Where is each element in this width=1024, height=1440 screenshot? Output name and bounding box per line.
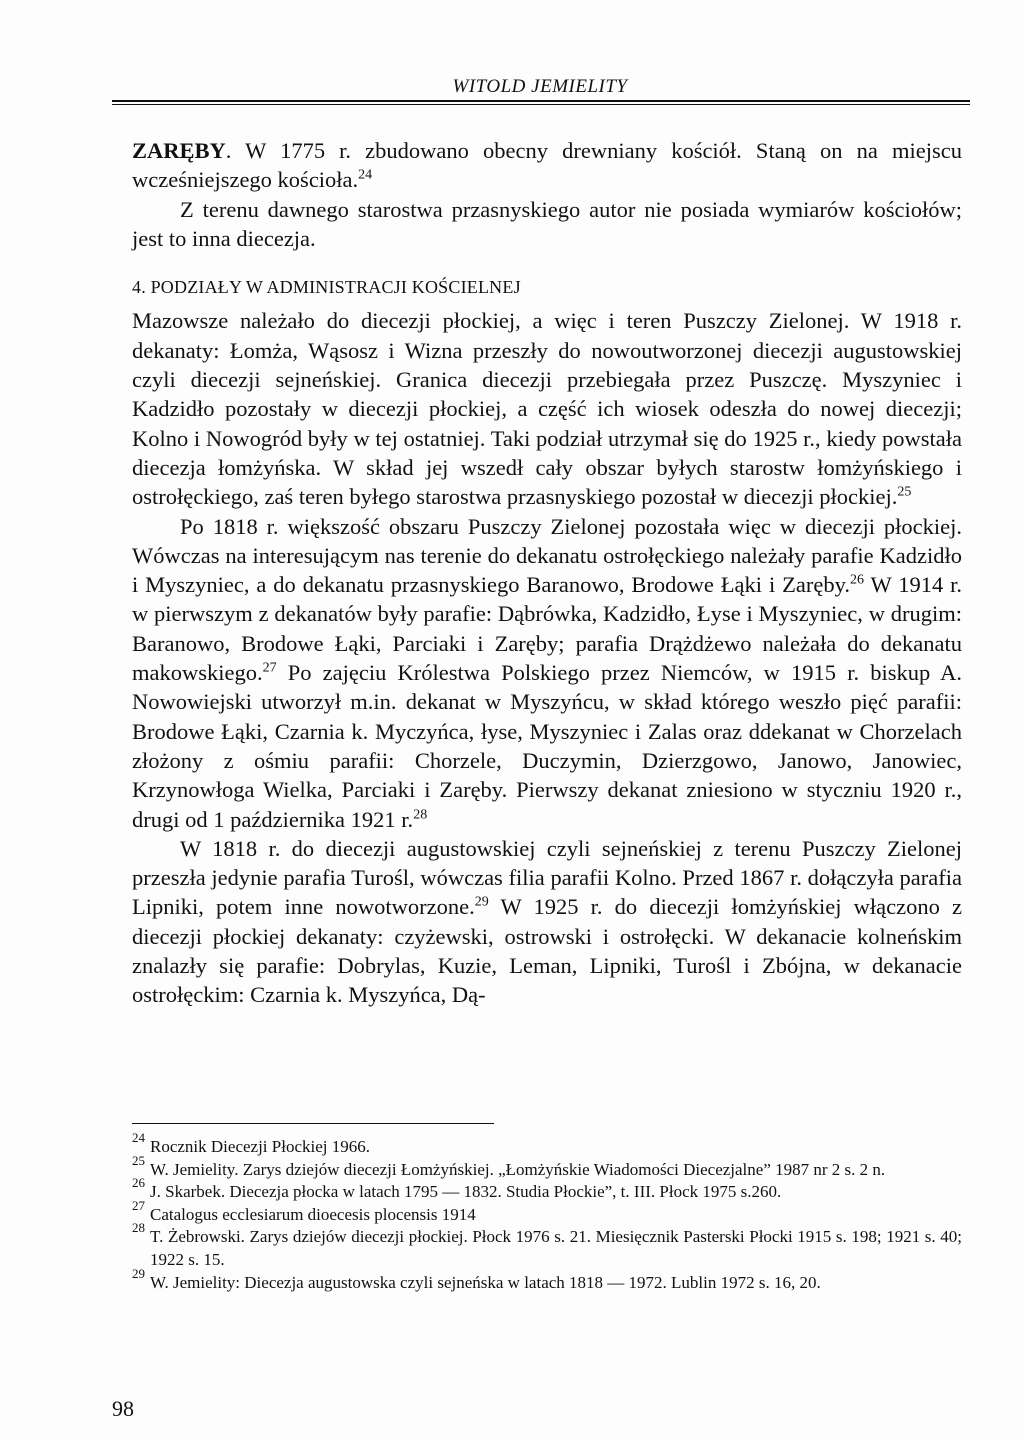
page-number: 98 [112,1396,134,1421]
footnotes [132,1130,962,1294]
footnote-text: W. Jemielity: Diecezja augustowska czyli sejneńska w latach 1818 — 1972. Lublin 1972 s. 16, 20. [150,1272,821,1292]
footnote-text: Rocznik Diecezji Płockiej 1966. [150,1137,370,1156]
footnote-text: W. Jemielity. Zarys dziejów diecezji Łomżyńskiej. „Łomżyńskie Wiadomości Diecezjalne” 1987 nr 2 s. 2 n. [150,1159,886,1179]
place-name-lead: ZARĘBY [132,138,226,163]
section-heading: 4. PODZIAŁY W ADMINISTRACJI KOŚCIELNEJ [132,277,521,298]
footnote-text: J. Skarbek. Diecezja płocka w latach 1795 — 1832. Studia Płockie”, t. III. Płock 1975 s.260. [150,1182,782,1202]
footnote-number: 28 [132,1220,145,1236]
footnote-item [132,1152,962,1182]
footnote-separator [132,1123,494,1124]
footnote-ref[interactable]: 29 [474,894,489,910]
footnote-number: 27 [132,1197,145,1213]
footnote-ref[interactable]: 27 [262,660,277,676]
footnote-item [132,1265,962,1295]
footnote-number: 24 [132,1130,145,1145]
header-rule [112,100,970,102]
header-rule-thin [112,104,970,105]
footnote-number: 29 [132,1265,145,1281]
footnote-number: 26 [132,1175,145,1191]
footnote-text: Catalogus ecclesiarum dioecesis plocensis 1914 [150,1204,476,1224]
footnote-ref[interactable]: 28 [413,807,428,823]
footnote-ref[interactable]: 26 [849,572,864,588]
main-text [132,136,962,1010]
footnote-item [132,1197,962,1227]
paragraph-po-1818: Po 1818 r. większość obszaru Puszczy Zielonej pozostała więc w diecezji płockiej. Wówczas na interesującym nas terenie do dekanatu ostrołęckiego należały parafie Kadzidło i Myszyniec, a do dekanatu przasnyskiego Baranowo, Brodowe Łąki i Zaręby.$^{26}$ W 1914 r. w pierwszym z dekanatów były parafie: Dąbrówka, Kadzidło, Łyse i Myszyniec, w drugim: Baranowo, Brodowe Łąki, Parciaki i Zaręby; parafia Drążdżewo należała do dekanatu makowskiego.$^{27}$ Po zajęciu Królestwa Polskiego przez Niemców, w 1915 r. biskup A. Nowowiejski utworzył m.in. dekanat w Myszyńcu, w skład którego weszło pięć parafii: Brodowe Łąki, Czarnia k. Myczyńca, łyse, Myszyniec i Zalas oraz ddekanat w Chorzelach złożony z ośmiu parafii: Chorzele, Duczymin, Dzierzgowo, Janowo, Janowiec, Krzynowłoga Wielka, Parciaki i Zaręby. Pierwszy dekanat zniesiono w styczniu 1920 r., drugi od 1 października 1921 r.$^{28}$ [132,513,962,832]
footnote-ref[interactable]: 24 [358,167,373,183]
paragraph-mazowsze: Mazowsze należało do diecezji płockiej, a więc i teren Puszczy Zielonej. W 1918 r. dekanaty: Łomża, Wąsosz i Wizna przeszły do nowoutworzonej diecezji augustowskiej czyli diecezji sejneńskiej. Granica diecezji przebiegała przez Puszczę. Myszyniec i Kadzidło pozostały w diecezji płockiej, a część ich wiosek odeszła do nowej diecezji; Kolno i Nowogród były w tej ostatniej. Taki podział utrzymał się do 1925 r., kiedy powstała diecezja łomżyńska. W skład jej wszedł cały obszar byłych starostw łomżyńskiego i ostrołęckiego, zaś teren byłego starostwa przasnyskiego pozostał w diecezji płockiej.$^{25}$ [132,308,962,510]
footnote-number: 25 [132,1152,145,1168]
footnote-ref[interactable]: 25 [897,484,912,500]
footnote-text: T. Żebrowski. Zarys dziejów diecezji płockiej. Płock 1976 s. 21. Miesięcznik Pasterski Płocki 1915 s. 198; 1921 s. 40; 1922 s. 15. [150,1227,962,1269]
footnote-item [132,1175,962,1204]
paragraph-zareby: ZARĘBY. W 1775 r. zbudowano obecny drewniany kościół. Staną on na miejscu wcześniejszego kościoła.$^{24}$ [132,138,962,193]
paragraph-w-1818: W 1818 r. do diecezji augustowskiej czyli sejneńskiej z terenu Puszczy Zielonej przeszła jedynie parafia Turośl, wówczas filia parafii Kolno. Przed 1867 r. dołączyła parafia Lipniki, potem inne nowotworzone.$^{29}$ W 1925 r. do diecezji łomżyńskiej włączono z diecezji płockiej dekanaty: czyżewski, ostrowski i ostrołęcki. W dekanacie kolneńskim znalazły się parafie: Dobrylas, Kuzie, Leman, Lipniki, Turośl i Zbójna, w dekanacie ostrołęckim: Czarnia k. Myszyńca, Dą- [132,835,962,1008]
footnote-item [132,1130,962,1159]
running-header: WITOLD JEMIELITY [452,76,628,97]
footnote-item [132,1220,962,1271]
paragraph-przasnysz: Z terenu dawnego starostwa przasnyskiego autor nie posiada wymiarów kościołów; jest to inna diecezja. [132,196,962,251]
